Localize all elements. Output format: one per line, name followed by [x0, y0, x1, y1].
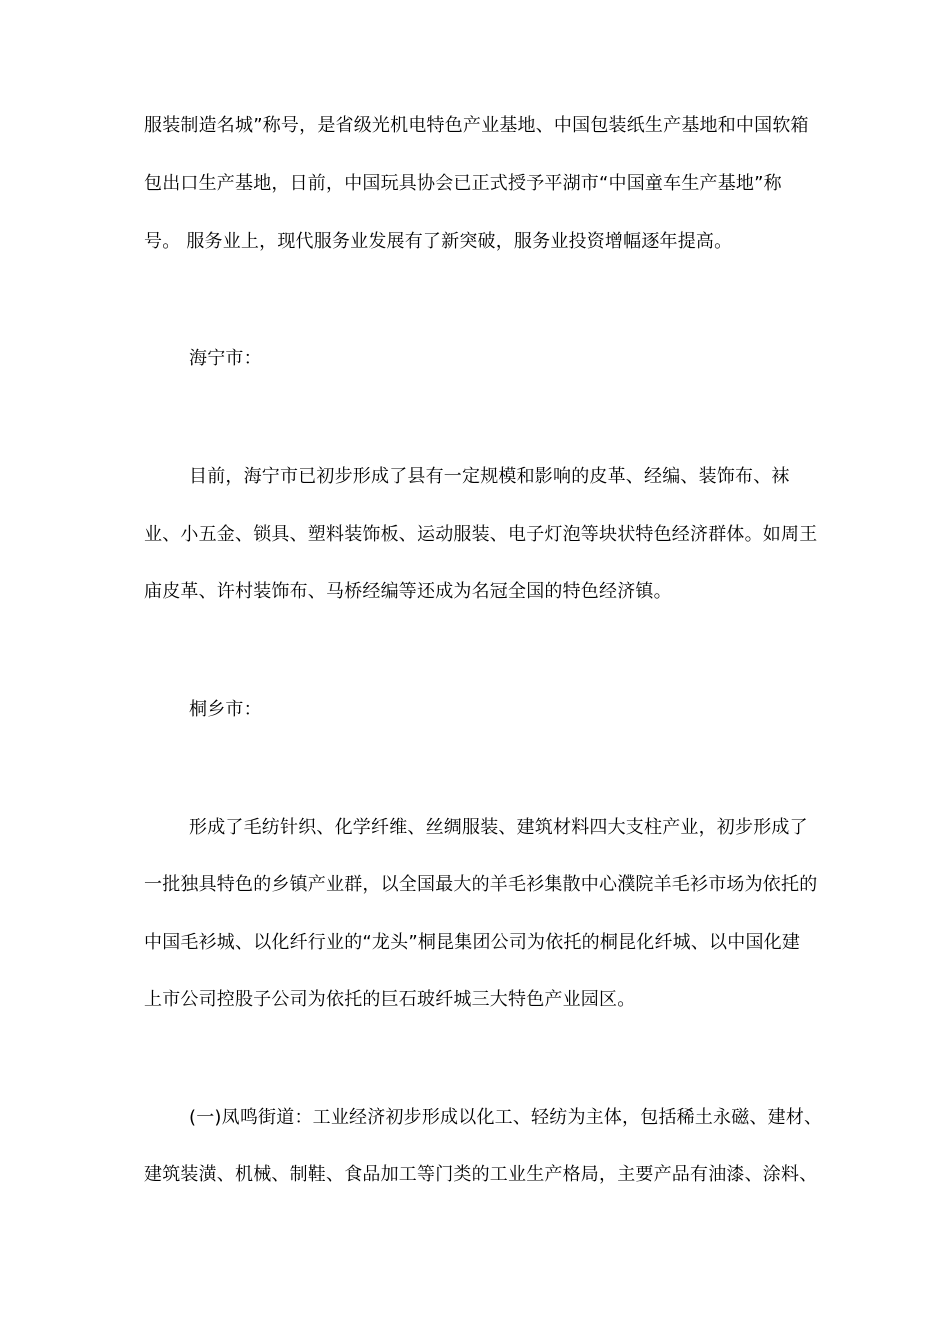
heading-tongxiang: 桐乡市： [189, 699, 262, 720]
text-line: 服装制造名城”称号，是省级光机电特色产业基地、中国包装纸生产基地和中国软箱 [144, 115, 809, 136]
text-line: 建筑装潢、机械、制鞋、食品加工等门类的工业生产格局，主要产品有油漆、涂料、 [144, 1164, 818, 1185]
text-line: (一)凤鸣街道：工业经济初步形成以化工、轻纺为主体，包括稀土永磁、建材、 [189, 1107, 823, 1128]
text-line: 中国毛衫城、以化纤行业的“龙头”桐昆集团公司为依托的桐昆化纤城、以中国化建 [144, 932, 801, 953]
text-line: 形成了毛纺针织、化学纤维、丝绸服装、建筑材料四大支柱产业，初步形成了 [189, 817, 808, 838]
text-line: 一批独具特色的乡镇产业群，以全国最大的羊毛衫集散中心濮院羊毛衫市场为依托的 [144, 874, 818, 895]
text-line: 号。 服务业上，现代服务业发展有了新突破，服务业投资增幅逐年提高。 [144, 231, 733, 252]
text-line: 目前，海宁市已初步形成了县有一定规模和影响的皮革、经编、装饰布、袜 [189, 466, 790, 487]
text-line: 上市公司控股子公司为依托的巨石玻纤城三大特色产业园区。 [144, 989, 636, 1010]
text-line: 包出口生产基地，日前，中国玩具协会已正式授予平湖市“中国童车生产基地”称 [144, 173, 782, 194]
text-line: 庙皮革、许村装饰布、马桥经编等还成为名冠全国的特色经济镇。 [144, 581, 672, 602]
heading-haining: 海宁市： [189, 348, 262, 369]
text-line: 业、小五金、锁具、塑料装饰板、运动服装、电子灯泡等块状特色经济群体。如周王 [144, 524, 818, 545]
